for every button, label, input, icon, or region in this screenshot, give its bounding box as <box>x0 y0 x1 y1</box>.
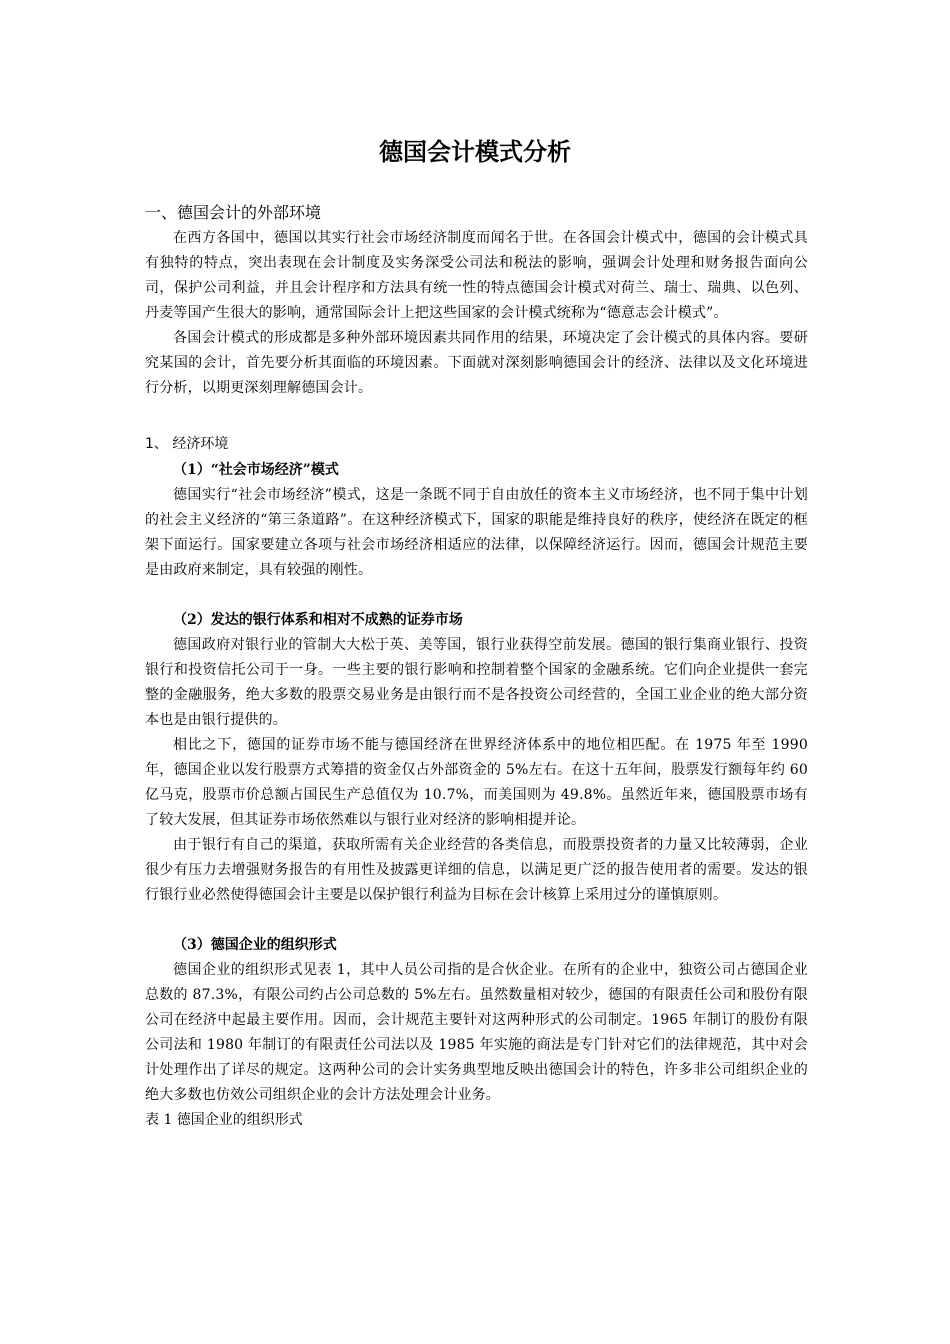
paragraph: 德国政府对银行业的管制大大松于英、美等国，银行业获得空前发展。德国的银行集商业银行、投资银行和投资信托公司于一身。一些主要的银行影响和控制着整个国家的金融系统。它们向企业提供一套完整的金融服务，绝大多数的股票交易业务是由银行而不是各投资公司经营的，全国工业企业的绝大部分资本也是由银行提供的。 <box>145 637 808 728</box>
paragraph: 德国企业的组织形式见表 1，其中人员公司指的是合伙企业。在所有的企业中，独资公司占德国企业总数的 87.3%，有限公司约占公司总数的 5%左右。虽然数量相对较少，德国的有限责任公司和股份有限公司在经济中起最主要作用。因而，会计规范主要针对这两种形式的公司制定。1965 年制订的股份有限公司法和 1980 年制订的有限责任公司法以及 1985 年实施的商法是专门针对它们的法律规范，其中对会计处理作出了详尽的规定。这两种公司的会计实务典型地反映出德国会计的特色，许多非公司组织企业的绝大多数也仿效公司组织企业的会计方法处理会计业务。 <box>145 962 808 1103</box>
subsection-heading: 1、 经济环境 <box>145 436 229 452</box>
paragraph: 各国会计模式的形成都是多种外部环境因素共同作用的结果，环境决定了会计模式的具体内容。要研究某国的会计，首先要分析其面临的环境因素。下面就对深刻影响德国会计的经济、法律以及文化环境进行分析，以期更深刻理解德国会计。 <box>145 330 808 396</box>
subsubsection-heading: （1）“社会市场经济”模式 <box>173 462 339 478</box>
paragraph: 由于银行有自己的渠道，获取所需有关企业经营的各类信息，而股票投资者的力量又比较薄弱，企业很少有压力去增强财务报告的有用性及披露更详细的信息，以满足更广泛的报告使用者的需要。发达的银行银行业必然使得德国会计主要是以保护银行利益为目标在会计核算上采用过分的谨慎原则。 <box>145 837 808 903</box>
paragraph: 在西方各国中，德国以其实行社会市场经济制度而闻名于世。在各国会计模式中，德国的会计模式具有独特的特点，突出表现在会计制度及实务深受公司法和税法的影响，强调会计处理和财务报告面向公司，保护公司利益，并且会计程序和方法具有统一性的特点德国会计模式对荷兰、瑞士、瑞典、以色列、丹麦等国产生很大的影响，通常国际会计上把这些国家的会计模式统称为“德意志会计模式”。 <box>145 230 808 321</box>
document-title: 德国会计模式分析 <box>379 138 571 166</box>
subsubsection-heading: （3）德国企业的组织形式 <box>173 937 337 953</box>
document-body <box>145 200 808 1133</box>
paragraph: 德国实行“社会市场经济”模式，这是一条既不同于自由放任的资本主义市场经济，也不同于集中计划的社会主义经济的“第三条道路”。在这种经济模式下，国家的职能是维持良好的秩序，使经济在既定的框架下面运行。国家要建立各项与社会市场经济相适应的法律，以保障经济运行。因而，德国会计规范主要是由政府来制定，具有较强的刚性。 <box>145 487 808 578</box>
subsubsection-heading: （2）发达的银行体系和相对不成熟的证券市场 <box>173 612 463 628</box>
table-caption: 表 1 德国企业的组织形式 <box>145 1112 303 1128</box>
section-heading: 一、德国会计的外部环境 <box>145 203 322 222</box>
paragraph: 相比之下，德国的证券市场不能与德国经济在世界经济体系中的地位相匹配。在 1975 年至 1990 年，德国企业以发行股票方式筹措的资金仅占外部资金的 5%左右。在这十五年间，股票发行额每年约 60 亿马克，股票市价总额占国民生产总值仅为 10.7%，而美国则为 49.8%。虽然近年来，德国股票市场有了较大发展，但其证券市场依然难以与银行业对经济的影响相提并论。 <box>145 737 808 828</box>
